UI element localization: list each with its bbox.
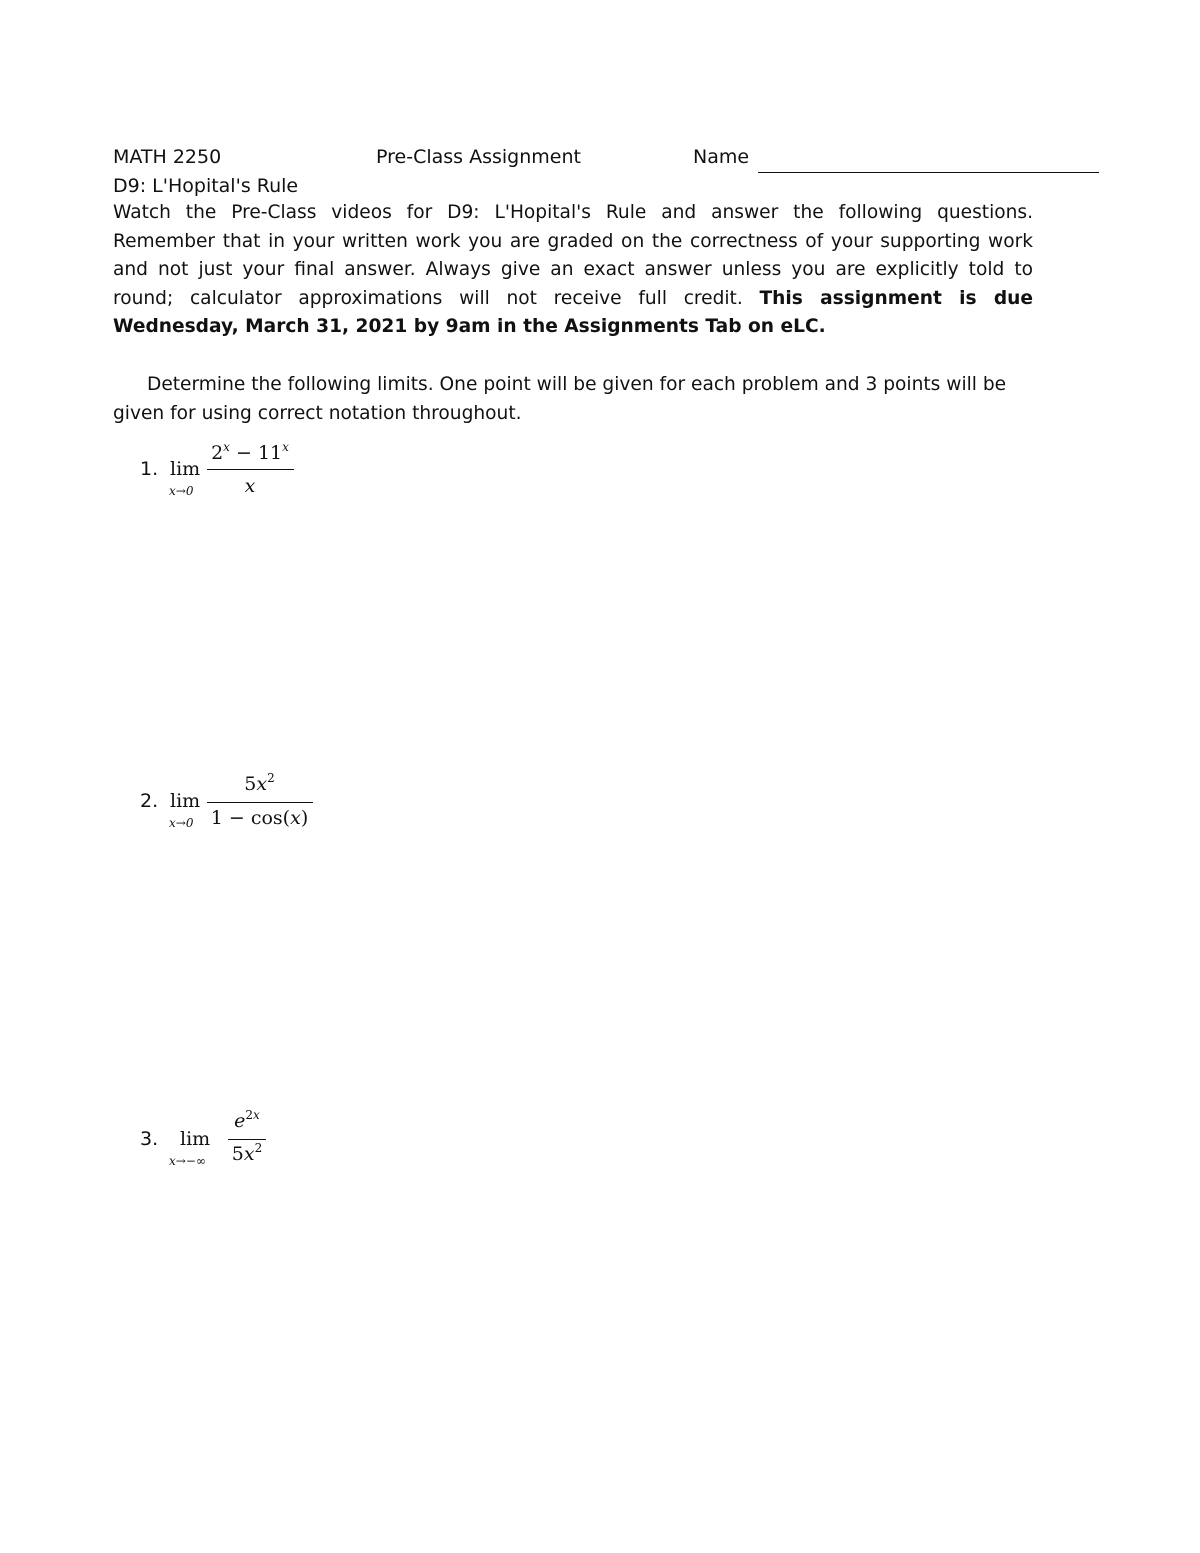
- problem-number: 3.: [140, 1128, 159, 1150]
- problem-number: 2.: [140, 790, 159, 812]
- fraction-denominator: x: [244, 475, 256, 497]
- instructions-text: Determine the following limits. One point will be given for each problem and 3 points will be given for using correct notation throughout.: [113, 374, 1007, 424]
- limit-operator: lim: [170, 458, 201, 480]
- problem-2: [140, 771, 360, 833]
- fraction-denominator: $5x^2$: [231, 1141, 263, 1165]
- fraction-bar: [207, 469, 294, 470]
- limit-operator: lim: [170, 790, 201, 812]
- fraction-numerator: $5x^2$: [244, 771, 275, 795]
- limit-subscript: x→−∞: [169, 1154, 206, 1168]
- fraction-denominator: 1 − cos(x): [210, 807, 309, 829]
- fraction-bar: [228, 1139, 266, 1140]
- topic-title: D9: L'Hopital's Rule: [113, 175, 299, 197]
- intro-text: Watch the Pre-Class videos for D9: L'Hopital's Rule and answer the following questions. Remember that in your written work you are graded on the correctness of your supporting work and not just your final answer. Always give an exact answer unless you are explicitly told to round; calculator approximations will not receive full credit.: [113, 202, 1033, 309]
- course-code: MATH 2250: [113, 146, 222, 168]
- problem-1: [140, 440, 340, 500]
- assignment-title: Pre-Class Assignment: [376, 146, 581, 168]
- limit-operator: lim: [180, 1128, 211, 1150]
- intro-paragraph: [113, 199, 1033, 342]
- limit-subscript: x→0: [169, 484, 194, 498]
- name-blank-line[interactable]: [758, 172, 1099, 173]
- limit-subscript: x→0: [169, 816, 194, 830]
- name-label: Name: [693, 146, 750, 168]
- problem-3: [140, 1108, 340, 1170]
- problem-number: 1.: [140, 458, 159, 480]
- due-date-notice: This assignment is due Wednesday, March 31, 2021 by 9am in the Assignments Tab on eLC.: [113, 287, 1033, 337]
- fraction-bar: [207, 802, 313, 803]
- fraction-numerator: $2^x - 11^x$: [211, 440, 289, 464]
- fraction-numerator: $e^{2x}$: [234, 1108, 260, 1132]
